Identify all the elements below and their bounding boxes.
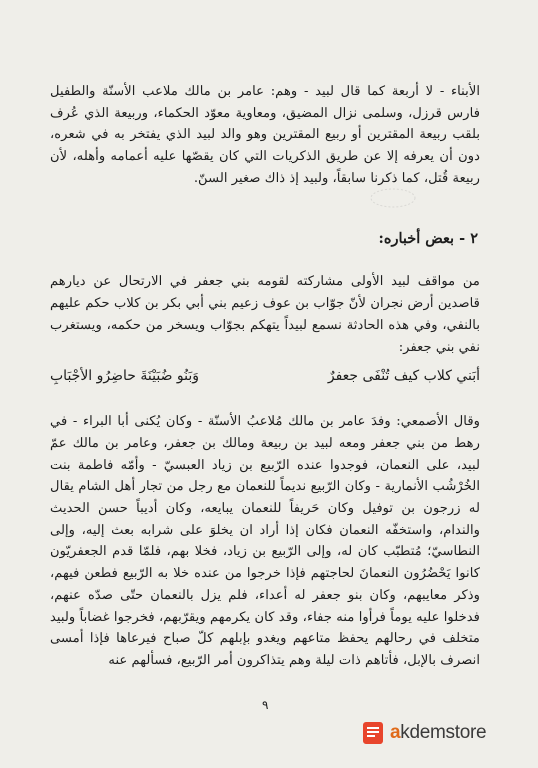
verse-first-hemistich: أبَني كلاب كيف تُنْفَى جعفرٌ [327,368,480,384]
page-number: ٩ [262,698,269,712]
section-heading: ٢ - بعض أخباره: [378,230,478,247]
poem-verse [50,368,480,390]
paragraph-asmai-story: وقال الأصمعي: وفدَ عامر بن مالك مُلاعبُ الأسنّة - وكان يُكنى أبا البراء - في رهط من بني جعفر ومعه لبيد بن ربيعة ومالك بن جعفر، وعامر بن مالك عمّ لبيد، على النعمان، فوجدوا عنده الرّبيع بن زياد العبسيّ - وأمّه فاطمة بنت الخُرْشُب الأنمارية - وكان الرّبيع نديماً للنعمان مع رجل من تجار أهل الشام يقال له زرجون بن توفيل وكان حَريفاً للنعمان يبايعه، وكان أديباً حسن الحديث والندام، واستخفّه النعمان فكان إذا أراد ان يخلوَ على شرابه بعث إليه، وإلى النطاسيّ؛ مُتطبّب كان له، وإلى الرّبيع بن زياد، فخلا بهم، فلمّا قدم الجعفريّون كانوا يَحْضُرُون النعمانَ لحاجتهم فإذا خرجوا من عنده خلا به الرّبيع فطعن فيهم، وذكر معايبهم، وكان بنو جعفر له أعداء، فلم يزل بالنعمان حتّى صدّه عنهم، فدخلوا عليه يوماً فرأوا منه جفاء، وقد كان يكرمهم ويقرّبهم، فخرجوا غضاباً ولبيد متخلف في رحالهم يحفظ متاعهم ويغدو بإبلهم كلّ صباح فيرعاها فإذا أمسى انصرف بالإبل، فأتاهم ذات ليلة وهم يتذاكرون أمر الرّبيع، فسألهم عنه [50,414,480,668]
paragraph-exile: من مواقف لبيد الأولى مشاركته لقومه بني جعفر في الارتحال عن ديارهم قاصدين أرض نجران لأنّ جوّاب بن عوف زعيم بني أبي بكر بن كلاب حكم عليهم بالنفي، وفي هذه الحادثة نسمع لبيداً يتهكم بجوّاب ويسخر من حكمه، ويستغرب نفي بني جعفر: [50,274,480,356]
paragraph-sons: الأبناء - لا أربعة كما قال لبيد - وهم: عامر بن مالك ملاعب الأسنّة والطفيل فارس قرزل، وسلمى نزال المضيق، ومعاوية معوّد الحكماء، وربيعة الذي عُرف بلقب ربيعة المقترين أو ربيع المقترين وهو والد لبيد الذي يفتخر به في شعره، دون أن يعرفه إلا عن طريق الذكريات التي كان يقصّها عليه أعمامه وأهله، لأن ربيعة قُتل، كما ذكرنا سابقاً، ولبيد إذ ذاك صغير السنّ. [50,84,480,186]
logo-text: akdemstore [390,722,487,743]
book-icon [360,720,386,746]
verse-second-hemistich: وَبَنُو ضُبَيْنَةَ حاضِرُو الأجْبَابِ [50,368,200,384]
faint-stamp-mark [368,186,418,210]
watermark-logo [360,720,486,746]
